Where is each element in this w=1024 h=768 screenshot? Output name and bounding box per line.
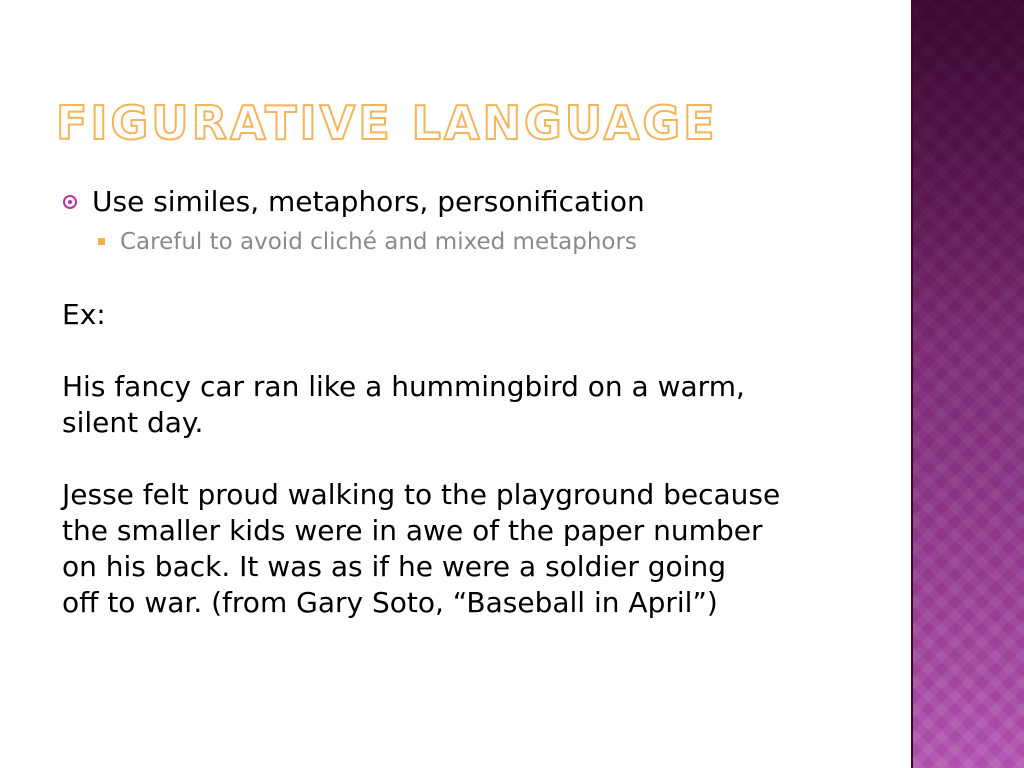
example-1-line: silent day. [62, 406, 204, 439]
slide-content [62, 183, 902, 621]
slide-title: FIGURATIVE LANGUAGE [56, 96, 718, 150]
bullet-text: Use similes, metaphors, personification [92, 185, 645, 218]
decorative-side-band [911, 0, 1024, 768]
circle-bullet-icon [63, 195, 77, 209]
example-2-line: on his back. It was as if he were a soldier going [62, 550, 726, 583]
example-2-line: off to war. (from Gary Soto, “Baseball in April”) [62, 586, 718, 619]
sub-bullet-item [62, 227, 902, 257]
bullet-item [62, 183, 902, 221]
example-paragraph-1 [62, 369, 902, 441]
sub-bullet-text: Careful to avoid cliché and mixed metaphors [120, 229, 637, 255]
example-2-line: the smaller kids were in awe of the paper number [62, 514, 763, 547]
example-paragraph-2 [62, 477, 902, 621]
example-1-line: His fancy car ran like a hummingbird on a warm, [62, 370, 745, 403]
example-2-line: Jesse felt proud walking to the playground because [62, 478, 781, 511]
example-label: Ex: [62, 298, 106, 331]
square-bullet-icon [98, 238, 105, 245]
